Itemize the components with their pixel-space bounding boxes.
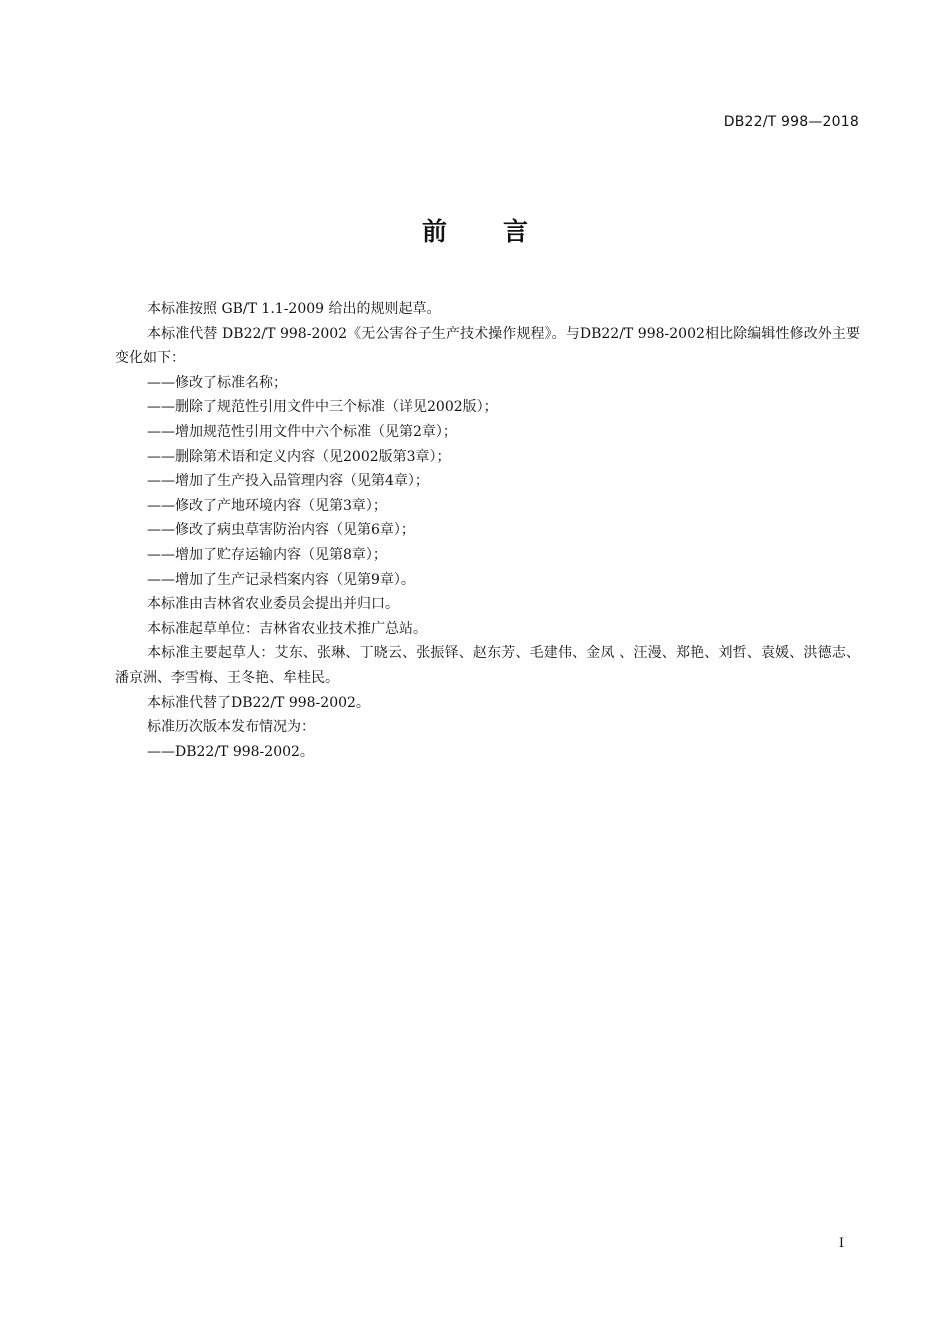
change-item: ——修改了病虫草害防治内容（见第6章）； [147,522,415,539]
change-item: ——增加了贮存运输内容（见第8章）； [147,546,387,563]
page-title-part-1: 前 [421,217,447,246]
change-item: ——修改了产地环境内容（见第3章）； [147,497,387,514]
version-history-item: ——DB22/T 998-2002。 [147,743,314,760]
page-title [0,212,950,248]
paragraph-drafting-rules: 本标准按照 GB/T 1.1-2009 给出的规则起草。 [147,301,441,317]
change-item: ——增加了生产投入品管理内容（见第4章）； [147,473,429,490]
paragraph-proposer: 本标准由吉林省农业委员会提出并归口。 [147,596,399,613]
paragraph-drafting-unit: 本标准起草单位：吉林省农业技术推广总站。 [147,620,427,637]
paragraph-replacement-note: 本标准代替了DB22/T 998-2002。 [147,694,370,711]
change-item: ——增加规范性引用文件中六个标准（见第2章）； [147,423,457,440]
paragraph-drafters: 本标准主要起草人：艾东、张琳、丁晓云、张振铎、赵东芳、毛建伟、金凤 、汪漫、郑艳、刘哲、袁媛、洪德志、潘京洲、李雪梅、王冬艳、牟桂民。 [115,645,860,686]
paragraph-version-history-label: 标准历次版本发布情况为： [147,719,315,736]
change-item: ——删除了规范性引用文件中三个标准（详见2002版）； [147,399,498,416]
paragraph-replaces-standard: 本标准代替 DB22/T 998-2002《无公害谷子生产技术操作规程》。与DB22/T 998-2002相比除编辑性修改外主要变化如下： [115,325,860,367]
change-item: ——修改了标准名称； [147,374,287,391]
document-code: DB22/T 998—2018 [723,114,859,130]
page-number: I [838,1236,844,1251]
change-item: ——删除第术语和定义内容（见2002版第3章）； [147,448,451,465]
foreword-body [115,297,860,764]
page-title-part-2: 言 [503,217,529,246]
change-item: ——增加了生产记录档案内容（见第9章）。 [147,571,415,588]
